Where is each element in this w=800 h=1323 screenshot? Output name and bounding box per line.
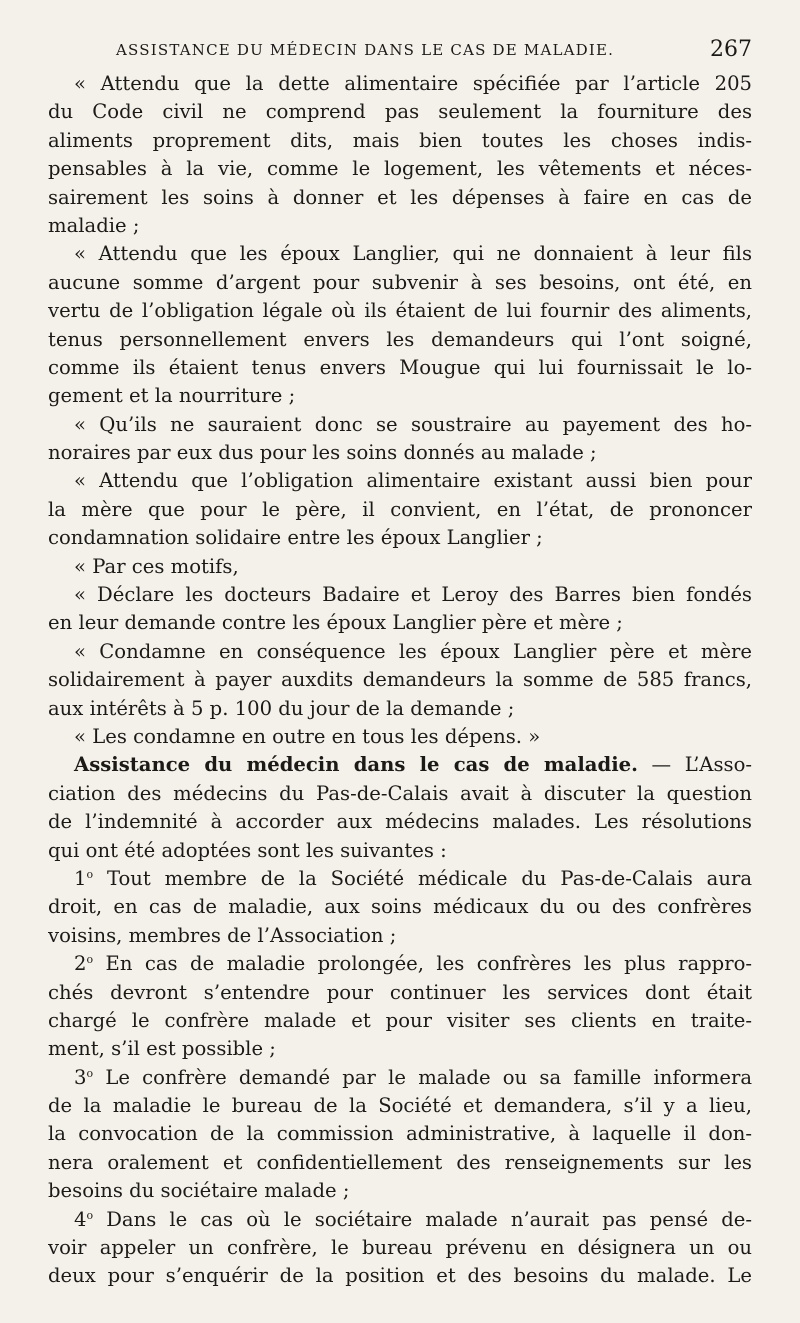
line-text: Le confrère demandé par le malade ou sa famille informera — [93, 1065, 752, 1089]
line-text: — L’Asso- — [637, 753, 752, 777]
text-line — [48, 1206, 752, 1234]
line-text: pensables à la vie, comme le logement, les vêtements et néces- — [48, 157, 752, 181]
text-line — [48, 1092, 752, 1120]
text-line — [48, 1234, 752, 1262]
text-line — [48, 808, 752, 836]
body-text — [48, 70, 752, 1291]
line-text: gement et la nourriture ; — [48, 384, 296, 408]
text-line — [48, 638, 752, 666]
line-text: aux intérêts à 5 p. 100 du jour de la demande ; — [48, 696, 515, 720]
ordinal-mark: o — [86, 1066, 94, 1080]
text-line — [48, 439, 752, 467]
text-line — [48, 609, 752, 637]
text-line — [48, 922, 752, 950]
ordinal-mark: o — [86, 867, 94, 881]
list-number: 3 — [74, 1065, 87, 1089]
line-text: de la maladie le bureau de la Société et demandera, s’il y a lieu, — [48, 1094, 752, 1118]
text-line — [48, 1007, 752, 1035]
text-line — [48, 1120, 752, 1148]
line-text: maladie ; — [48, 213, 140, 237]
line-text: nera oralement et confidentiellement des renseignements sur les — [48, 1150, 752, 1174]
line-text: sairement les soins à donner et les dépenses à faire en cas de — [48, 185, 752, 209]
line-text: de l’indemnité à accorder aux médecins malades. Les résolutions — [48, 810, 752, 834]
text-line — [48, 240, 752, 268]
line-text: du Code civil ne comprend pas seulement la fourniture des — [48, 100, 752, 124]
text-line — [48, 751, 752, 779]
line-text: Dans le cas où le sociétaire malade n’aurait pas pensé de- — [93, 1207, 752, 1231]
text-line — [48, 723, 752, 751]
text-line — [48, 865, 752, 893]
line-text: voir appeler un confrère, le bureau prévenu en désignera un ou — [48, 1236, 752, 1260]
list-number: 2 — [74, 952, 87, 976]
text-line — [48, 269, 752, 297]
text-line — [48, 780, 752, 808]
text-line — [48, 98, 752, 126]
line-text: « Par ces motifs, — [74, 554, 239, 578]
line-text: la mère que pour le père, il convient, en l’état, de prononcer — [48, 497, 752, 521]
line-text: ciation des médecins du Pas-de-Calais avait à discuter la question — [48, 781, 752, 805]
text-line — [48, 184, 752, 212]
text-line — [48, 382, 752, 410]
text-line — [48, 212, 752, 240]
page-number: 267 — [710, 37, 752, 62]
text-line — [48, 467, 752, 495]
line-text: en leur demande contre les époux Langlier père et mère ; — [48, 611, 623, 635]
text-line — [48, 411, 752, 439]
line-text: « Qu’ils ne sauraient donc se soustraire au payement des ho- — [74, 412, 752, 436]
line-text: aliments proprement dits, mais bien toutes les choses indis- — [48, 128, 752, 152]
section-run-in-heading: Assistance du médecin dans le cas de maladie. — [74, 753, 638, 777]
line-text: la convocation de la commission administrative, à laquelle il don- — [48, 1122, 752, 1146]
line-text: « Attendu que l’obligation alimentaire existant aussi bien pour — [74, 469, 752, 493]
ordinal-mark: o — [86, 1208, 94, 1222]
text-line — [48, 1149, 752, 1177]
line-text: chargé le confrère malade et pour visiter ses clients en traite- — [48, 1008, 752, 1032]
text-line — [48, 354, 752, 382]
text-line — [48, 666, 752, 694]
running-head-title: ASSISTANCE DU MÉDECIN DANS LE CAS DE MALADIE. — [116, 41, 615, 59]
text-line — [48, 1064, 752, 1092]
text-line — [48, 297, 752, 325]
text-line — [48, 950, 752, 978]
line-text: « Les condamne en outre en tous les dépens. » — [74, 724, 541, 748]
line-text: deux pour s’enquérir de la position et des besoins du malade. Le — [48, 1264, 752, 1288]
text-line — [48, 695, 752, 723]
line-text: solidairement à payer auxdits demandeurs la somme de 585 francs, — [48, 668, 752, 692]
line-text: noraires par eux dus pour les soins donnés au malade ; — [48, 441, 597, 465]
text-line — [48, 524, 752, 552]
line-text: qui ont été adoptées sont les suivantes : — [48, 838, 447, 862]
text-line — [48, 1177, 752, 1205]
list-number: 1 — [74, 866, 87, 890]
line-text: aucune somme d’argent pour subvenir à ses besoins, ont été, en — [48, 270, 752, 294]
line-text: condamnation solidaire entre les époux Langlier ; — [48, 526, 543, 550]
line-text: « Déclare les docteurs Badaire et Leroy des Barres bien fondés — [74, 583, 752, 607]
line-text: besoins du sociétaire malade ; — [48, 1179, 350, 1203]
text-line — [48, 893, 752, 921]
line-text: droit, en cas de maladie, aux soins médicaux du ou des confrères — [48, 895, 752, 919]
running-head — [116, 37, 752, 65]
text-line — [48, 1262, 752, 1290]
list-number: 4 — [74, 1207, 87, 1231]
text-line — [48, 155, 752, 183]
line-text: comme ils étaient tenus envers Mougue qui lui fournissait le lo- — [48, 355, 752, 379]
line-text: Tout membre de la Société médicale du Pas-de-Calais aura — [93, 866, 752, 890]
line-text: ment, s’il est possible ; — [48, 1037, 276, 1061]
text-line — [48, 326, 752, 354]
text-line — [48, 127, 752, 155]
line-text: voisins, membres de l’Association ; — [48, 923, 397, 947]
line-text: tenus personnellement envers les demandeurs qui l’ont soigné, — [48, 327, 752, 351]
ordinal-mark: o — [86, 953, 94, 967]
text-line — [48, 581, 752, 609]
text-line — [48, 496, 752, 524]
line-text: « Attendu que les époux Langlier, qui ne donnaient à leur fils — [74, 242, 752, 266]
text-line — [48, 979, 752, 1007]
line-text: En cas de maladie prolongée, les confrères les plus rappro- — [93, 952, 752, 976]
text-line — [48, 837, 752, 865]
line-text: « Attendu que la dette alimentaire spécifiée par l’article 205 — [74, 72, 752, 95]
line-text: « Condamne en conséquence les époux Langlier père et mère — [74, 639, 752, 663]
text-line — [48, 1035, 752, 1063]
line-text: chés devront s’entendre pour continuer les services dont était — [48, 980, 752, 1004]
text-line — [48, 70, 752, 98]
line-text: vertu de l’obligation légale où ils étaient de lui fournir des aliments, — [48, 299, 752, 323]
text-line — [48, 553, 752, 581]
